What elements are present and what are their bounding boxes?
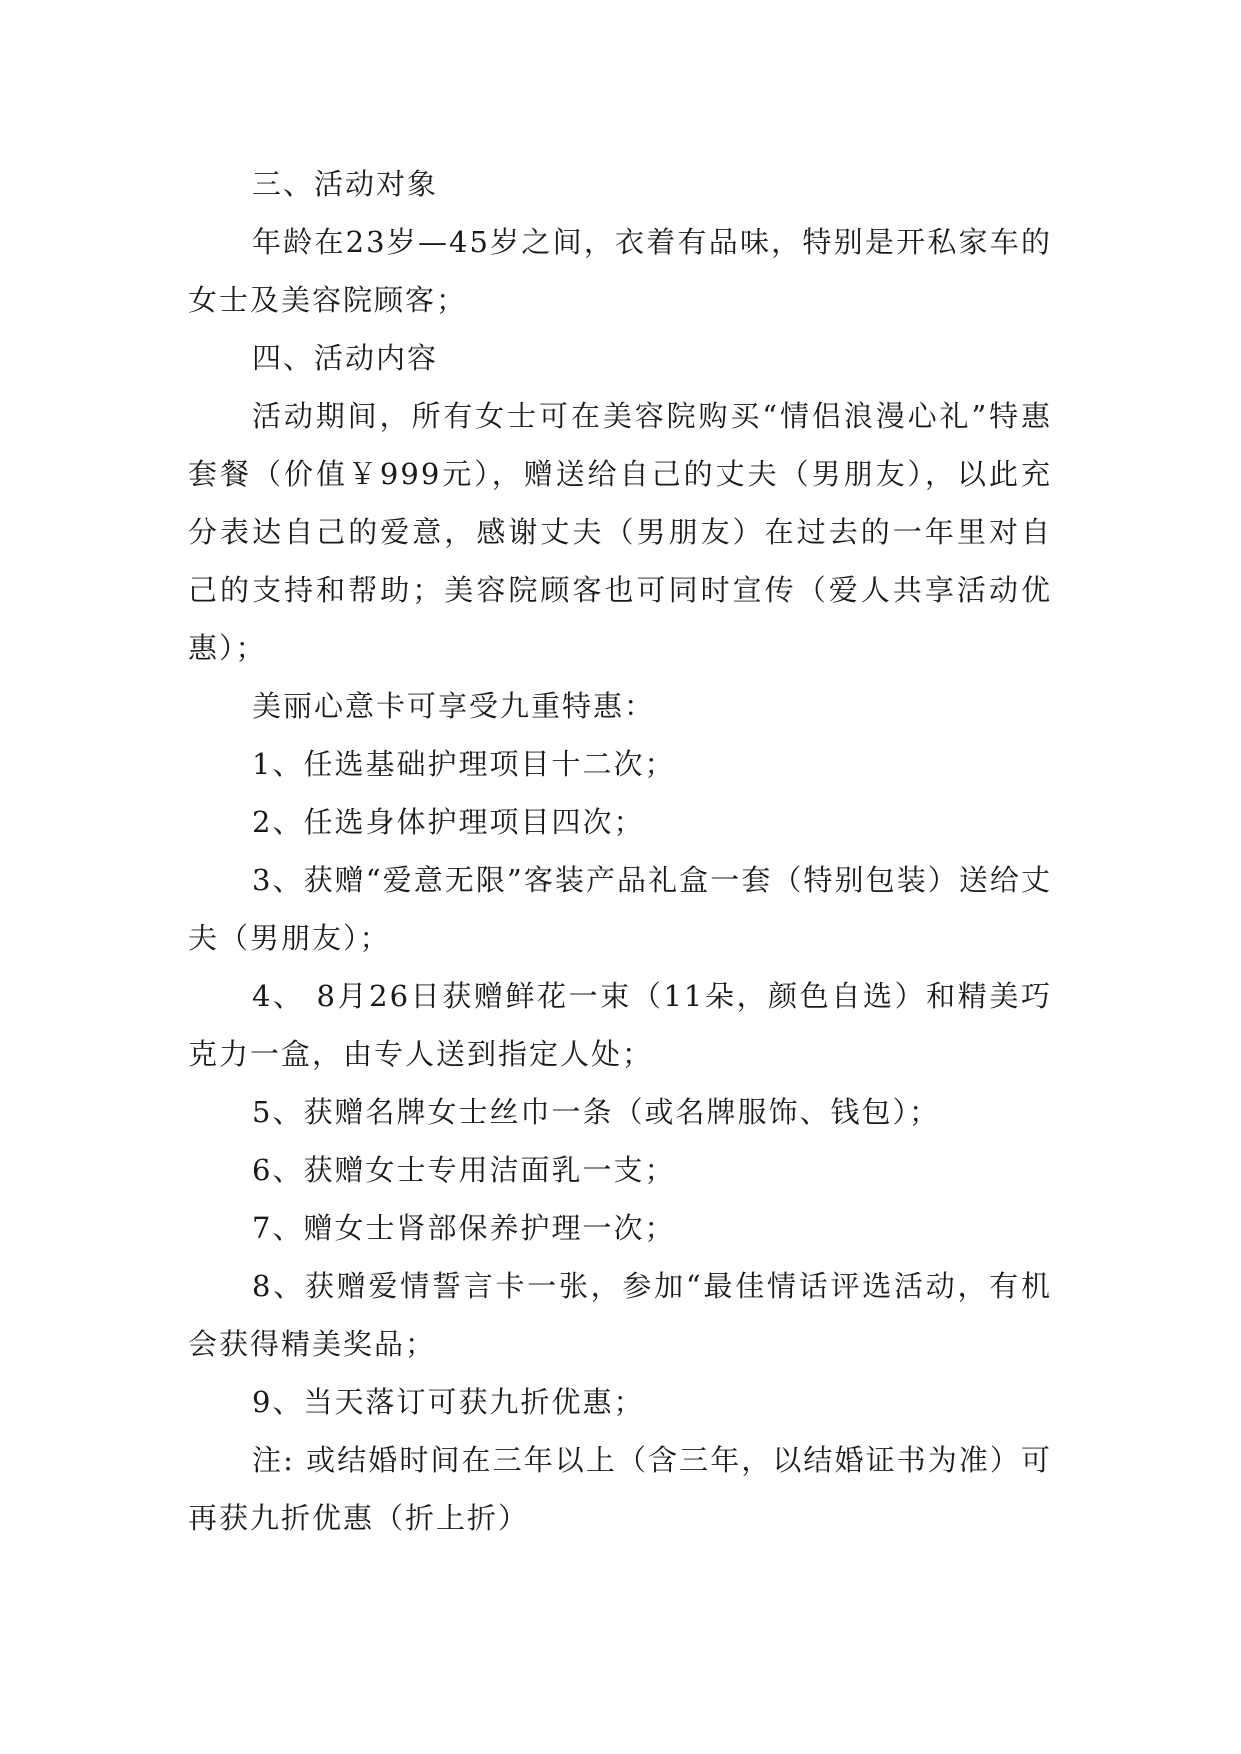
section-heading-content: 四、活动内容 bbox=[252, 341, 439, 375]
activity-description-paragraph: 活动期间，所有女士可在美容院购买“情侣浪漫心礼”特惠套餐（价值￥999元），赠送给自己的丈夫（男朋友），以此充分表达自己的爱意，感谢丈夫（男朋友）在过去的一年里对自己的支持和帮助；美容院顾客也可同时宣传（爱人共享活动优惠）； bbox=[188, 399, 1052, 665]
benefit-item-7: 7、赠女士肾部保养护理一次； bbox=[252, 1211, 676, 1245]
note-paragraph: 注: 或结婚时间在三年以上（含三年，以结婚证书为准）可再获九折优惠（折上折） bbox=[188, 1443, 1052, 1535]
benefit-item-4: 4、 8月26日获赠鲜花一束（11朵，颜色自选）和精美巧克力一盒，由专人送到指定人处； bbox=[188, 979, 1052, 1071]
benefit-item-2: 2、任选身体护理项目四次； bbox=[252, 805, 645, 839]
benefit-item-5: 5、获赠名牌女士丝巾一条（或名牌服饰、钱包）； bbox=[252, 1095, 940, 1129]
benefit-item-3: 3、获赠“爱意无限”客装产品礼盒一套（特别包装）送给丈夫（男朋友）； bbox=[188, 863, 1052, 955]
benefit-item-9: 9、当天落订可获九折优惠； bbox=[252, 1385, 645, 1419]
document-body bbox=[188, 155, 1052, 1547]
benefit-item-8: 8、获赠爱情誓言卡一张，参加“最佳情话评选活动，有机会获得精美奖品； bbox=[188, 1269, 1052, 1361]
section-heading-target: 三、活动对象 bbox=[252, 167, 439, 201]
card-benefits-intro: 美丽心意卡可享受九重特惠： bbox=[252, 689, 656, 723]
target-audience-paragraph: 年龄在23岁—45岁之间，衣着有品味，特别是开私家车的女士及美容院顾客； bbox=[188, 225, 1052, 317]
benefit-item-1: 1、任选基础护理项目十二次； bbox=[252, 747, 676, 781]
benefit-item-6: 6、获赠女士专用洁面乳一支； bbox=[252, 1153, 676, 1187]
